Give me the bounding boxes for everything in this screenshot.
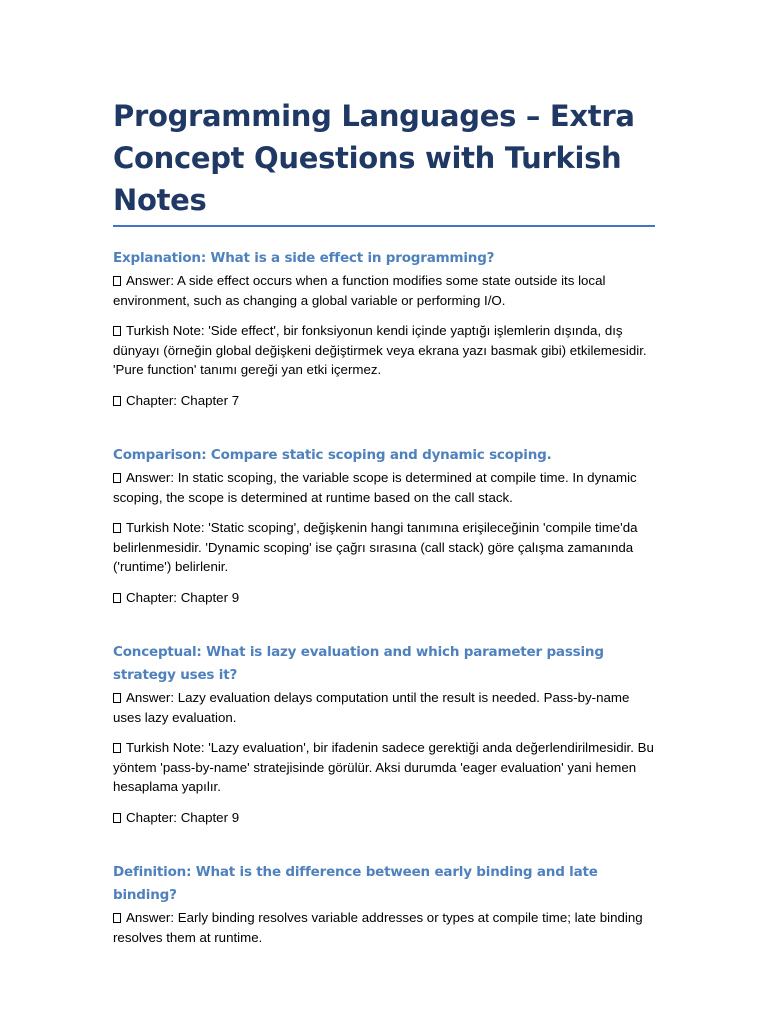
- bullet-glyph-icon: [113, 326, 121, 336]
- bullet-glyph-icon: [113, 396, 121, 406]
- turkish-note-text: Turkish Note: 'Lazy evaluation', bir ifadenin sadece gerektiği anda değerlendirilmesidir. Bu yöntem 'pass-by-name' stratejisinde görülür. Aksi durumda 'eager evaluation' yani hemen hesaplama yapılır.: [113, 740, 654, 794]
- bullet-glyph-icon: [113, 913, 121, 923]
- question-section: [113, 641, 655, 827]
- chapter-text: Chapter: Chapter 9: [126, 589, 240, 605]
- chapter-text: Chapter: Chapter 9: [126, 809, 240, 825]
- answer-paragraph: [113, 271, 655, 310]
- answer-paragraph: [113, 688, 655, 727]
- chapter-paragraph: [113, 391, 655, 411]
- bullet-glyph-icon: [113, 593, 121, 603]
- bullet-glyph-icon: [113, 276, 121, 286]
- document-title: Programming Languages – Extra Concept Questions with Turkish Notes: [113, 99, 635, 217]
- question-section: [113, 444, 655, 607]
- turkish-note-text: Turkish Note: 'Side effect', bir fonksiyonun kendi içinde yaptığı işlemlerin dışında, dış dünyayı (örneğin global değişkeni değiştirmek veya ekrana yazı basmak gibi) etkilemesidir. 'Pure function' tanımı gereği yan etki içermez.: [113, 323, 647, 377]
- answer-text: Answer: A side effect occurs when a function modifies some state outside its local environment, such as changing a global variable or performing I/O.: [113, 273, 606, 308]
- question-section: [113, 247, 655, 410]
- turkish-note-text: Turkish Note: 'Static scoping', değişkenin hangi tanımına erişileceğinin 'compile time'da belirlenmesidir. 'Dynamic scoping' ise çağrı sırasına (call stack) göre çalışma zamanında ('runtime') belirlenir.: [113, 520, 638, 574]
- title-divider: [113, 225, 655, 227]
- bullet-glyph-icon: [113, 523, 121, 533]
- bullet-glyph-icon: [113, 813, 121, 823]
- chapter-paragraph: [113, 588, 655, 608]
- answer-paragraph: [113, 908, 655, 947]
- question-heading: Explanation: What is a side effect in programming?: [113, 250, 495, 266]
- bullet-glyph-icon: [113, 473, 121, 483]
- bullet-glyph-icon: [113, 693, 121, 703]
- turkish-note-paragraph: [113, 518, 655, 577]
- answer-paragraph: [113, 468, 655, 507]
- chapter-text: Chapter: Chapter 7: [126, 392, 240, 408]
- bullet-glyph-icon: [113, 743, 121, 753]
- answer-text: Answer: Early binding resolves variable addresses or types at compile time; late binding resolves them at runtime.: [113, 910, 643, 945]
- chapter-paragraph: [113, 808, 655, 828]
- answer-text: Answer: Lazy evaluation delays computation until the result is needed. Pass-by-name uses lazy evaluation.: [113, 690, 630, 725]
- question-heading: Conceptual: What is lazy evaluation and which parameter passing strategy uses it?: [113, 644, 604, 683]
- turkish-note-paragraph: [113, 738, 655, 797]
- question-heading: Definition: What is the difference between early binding and late binding?: [113, 864, 598, 903]
- turkish-note-paragraph: [113, 321, 655, 380]
- answer-text: Answer: In static scoping, the variable scope is determined at compile time. In dynamic scoping, the scope is determined at runtime based on the call stack.: [113, 470, 637, 505]
- question-heading: Comparison: Compare static scoping and dynamic scoping.: [113, 447, 552, 463]
- document-page: [113, 95, 655, 981]
- question-section: [113, 861, 655, 947]
